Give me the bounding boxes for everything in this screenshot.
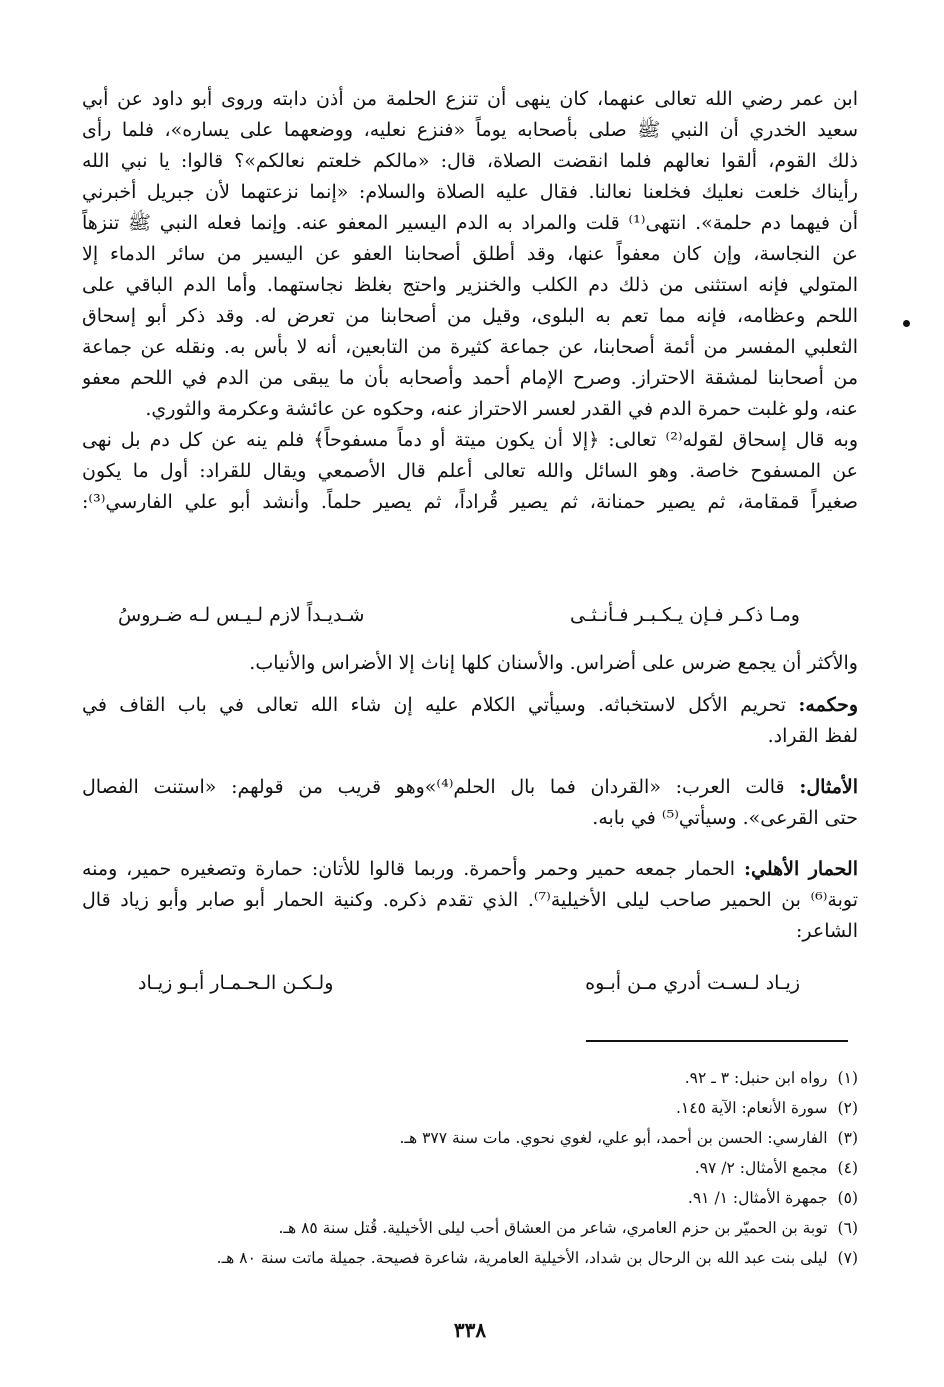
footnote-item [150,1093,858,1123]
footnote-number: (١) [837,1069,858,1087]
text-line: من أصحابنا لمشقة الاحتراز. وصرح الإمام أحمد وأصحابه بأن ما يبقى من الدم في اللحم معفو [82,367,858,389]
text-line: عنه، ولو غلبت حمرة الدم في القدر لعسر الاحتراز عنه، وحكوه عن عائشة وعكرمة والثوري. [145,398,858,420]
section-label: الحمار الأهلي: [743,858,858,880]
text-line: حتى القرعى». وسيأتي⁽⁵⁾ في بابه. [592,807,858,829]
section-domestic-donkey [82,854,858,947]
text-line: أن فيهما دم حلمة». انتهى⁽¹⁾ قلت والمراد به الدم اليسير المعفو عنه. وإنما فعله النبي ﷺ تنزهاً [82,212,858,234]
text-line: قالت العرب: «القردان فما بال الحلم⁽⁴⁾»وهو قريب من قولهم: «استنت الفصال [82,776,785,798]
verse-first-hemistich: زيـاد لـسـت أدري مـن أبـوه [585,972,800,994]
section-label: الأمثال: [799,776,858,798]
page-number: ٣٣٨ [453,1318,487,1342]
footnote-item [150,1183,858,1213]
text-line: الثعلبي المفسر من أئمة أصحابنا، عن جماعة كثيرة من التابعين، أنه لا بأس به. ونقله عن جماعة [82,336,858,358]
footnote-text: توبة بن الحميّر بن حزم العامري، شاعر من العشاق أحب ليلى الأخيلية. قُتل سنة ٨٥ هـ. [278,1219,828,1237]
footnote-text: سورة الأنعام: الآية ١٤٥. [675,1099,828,1117]
footnote-item [150,1063,858,1093]
section-label: وحكمه: [798,694,858,716]
verse-first-hemistich: ومـا ذكـر فـإن يـكـبـر فـأنـثـى [570,604,800,626]
text-line: عن النجاسة، وإن كان معفواً عنها، وقد أطلق أصحابنا العفو عن اليسير من سائر الدماء إلا [82,243,858,265]
text-line: ابن عمر رضي الله تعالى عنهما، كان ينهى أن تنزع الحلمة من أذن دابته وروى أبو داود عن أبي [82,88,858,110]
poetry-verse [118,600,800,630]
footnote-text: رواه ابن حنبل: ٣ ـ ٩٢. [684,1069,828,1087]
poetry-verse [138,968,800,998]
footnote-number: (٦) [837,1219,858,1237]
footnote-number: (٥) [837,1189,858,1207]
text-line: تحريم الأكل لاستخباثه. وسيأتي الكلام عليه إن شاء الله تعالى في باب القاف في [82,694,787,716]
text-line: المتولي فإنه استثنى من ذلك دم الكلب والخنزير واحتج بغلظ نجاستهما. وأما الدم الباقي على [82,274,858,296]
text-line: توبة⁽⁶⁾ بن الحمير صاحب ليلى الأخيلية⁽⁷⁾. الذي تقدم ذكره. وكنية الحمار أبو صابر وأبو زياد قال [82,889,858,911]
footnote-separator [586,1040,848,1042]
footnote-text: ليلى بنت عبد الله بن الرحال بن شداد، الأخيلية العامرية، شاعرة فصيحة. جميلة ماتت سنة ٨٠ هـ. [216,1249,828,1267]
text-line: والأكثر أن يجمع ضرس على أضراس. والأسنان كلها إناث إلا الأضراس والأنياب. [249,652,858,674]
section-proverbs [82,772,858,834]
section-ruling [82,690,858,752]
footnotes [150,1063,858,1273]
text-line: رأيناك خلعت نعليك فخلعنا نعالنا. فقال عليه الصلاة والسلام: «إنما نزعتهما لأن جبريل أخبرني [82,181,858,203]
text-line: لفظ القراد. [767,725,858,747]
text-line: صغيراً قمقامة، ثم يصير حمنانة، ثم يصير قُراداً، ثم يصير حلماً. وأنشد أبو علي الفارسي⁽³⁾: [82,491,858,513]
footnote-number: (٣) [837,1129,858,1147]
paragraph [82,648,858,679]
text-line: عن المسفوح خاصة. وهو السائل والله تعالى أعلم قال الأصمعي ويقال للقراد: أول ما يكون [82,460,858,482]
footnote-number: (٢) [837,1099,858,1117]
verse-second-hemistich: شـديـداً لازم لـيـس لـه ضـروسُ [118,604,365,626]
footnote-text: الفارسي: الحسن بن أحمد، أبو علي، لغوي نحوي. مات سنة ٣٧٧ هـ. [399,1129,828,1147]
footnote-text: جمهرة الأمثال: ١/ ٩١. [687,1189,828,1207]
text-line: سعيد الخدري أن النبي ﷺ صلى بأصحابه يوماً «فنزع نعليه، ووضعهما على يساره»، فلما رأى [82,119,858,141]
footnote-item [150,1213,858,1243]
footnote-item [150,1123,858,1153]
main-paragraph [82,84,858,518]
text-line: ذلك القوم، ألقوا نعالهم فلما انقضت الصلاة، قال: «مالكم خلعتم نعالكم»؟ قالوا: يا نبي الله [82,150,858,172]
footnote-number: (٧) [837,1249,858,1267]
text-line: الحمار جمعه حمير وحمر وأحمرة. وربما قالوا للأتان: حمارة وتصغيره حمير، ومنه [82,858,736,880]
verse-second-hemistich: ولـكـن الـحـمـار أبـو زيـاد [138,972,334,994]
footnote-number: (٤) [837,1159,858,1177]
text-line: وبه قال إسحاق لقوله⁽²⁾ تعالى: ﴿إلا أن يكون ميتة أو دماً مسفوحاً﴾ فلم ينه عن كل دم بل نهى [82,429,858,451]
margin-dot [903,320,910,327]
footnote-item [150,1153,858,1183]
footnote-item [150,1243,858,1273]
text-line: الشاعر: [795,920,858,942]
footnote-text: مجمع الأمثال: ٢/ ٩٧. [694,1159,828,1177]
text-line: اللحم وعظامه، فإنه مما تعم به البلوى، وقيل من أصحابنا من تعرض له. وقد ذكر أبو إسحاق [82,305,858,327]
